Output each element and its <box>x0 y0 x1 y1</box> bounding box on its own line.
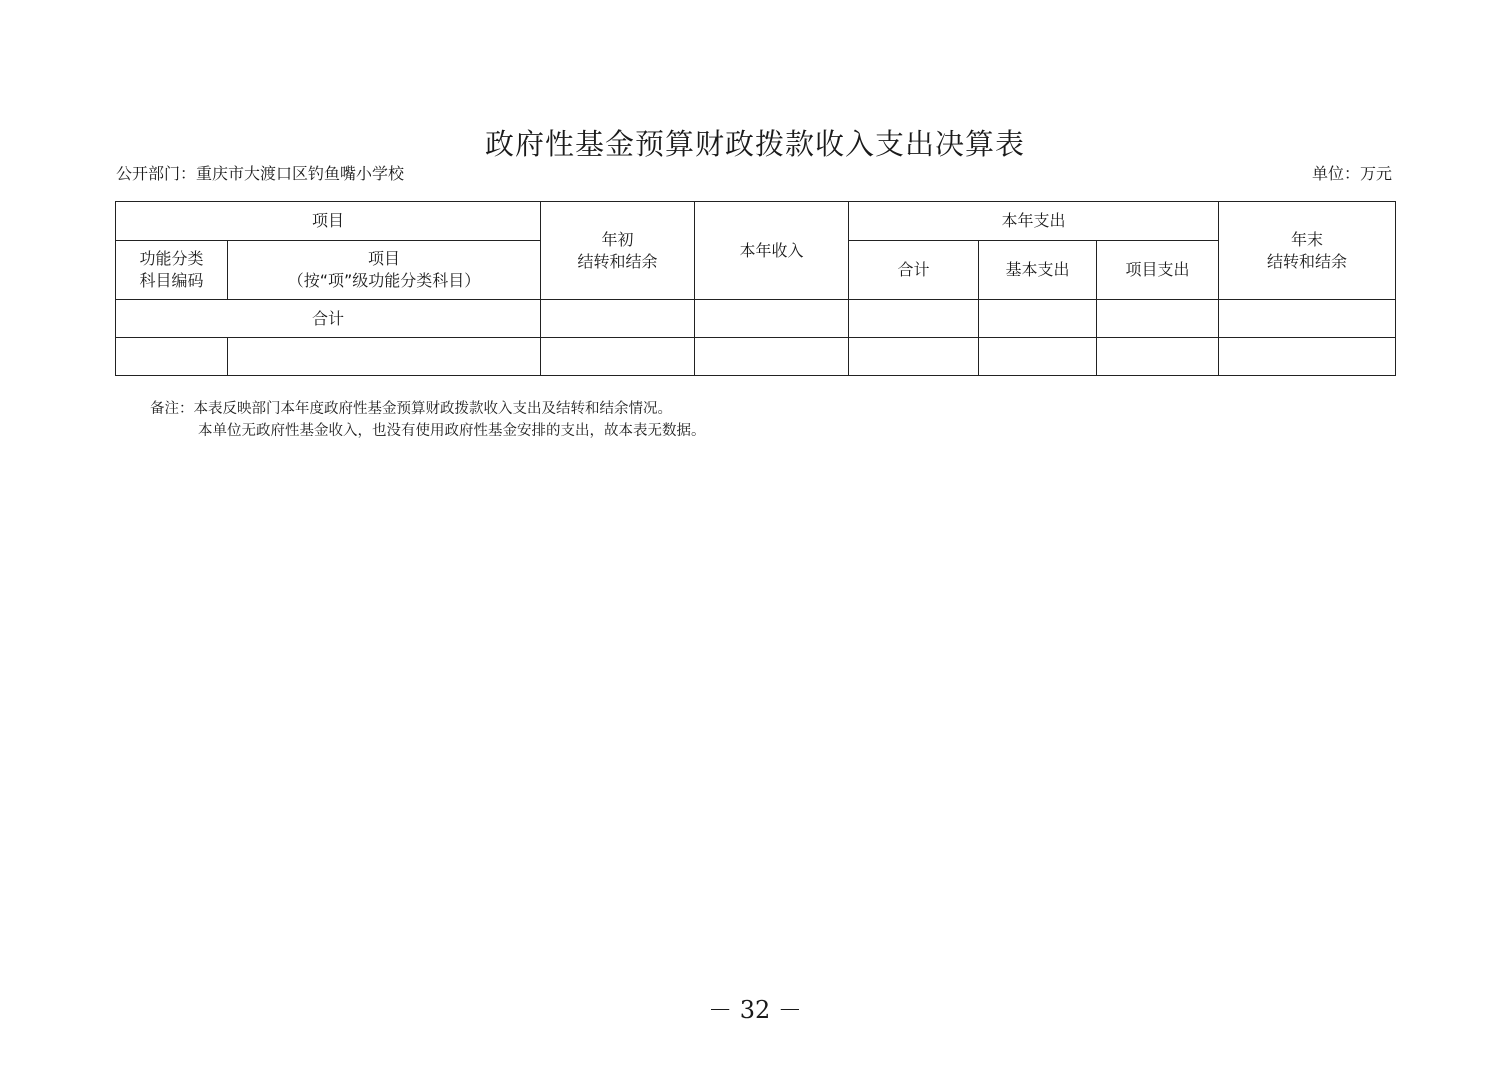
header-exp-total: 合计 <box>849 241 979 300</box>
total-exp-basic <box>979 300 1097 338</box>
row-func-code <box>116 338 228 376</box>
header-item-name <box>228 241 541 300</box>
header-closing-line2: 结转和结余 <box>1267 251 1348 271</box>
row-income <box>695 338 849 376</box>
row-exp-project <box>1097 338 1219 376</box>
total-row-label: 合计 <box>116 300 541 338</box>
page-number: － 32 － <box>708 996 802 1024</box>
header-func-code <box>116 241 228 300</box>
total-closing <box>1219 300 1396 338</box>
budget-table <box>115 201 1396 376</box>
header-exp-basic: 基本支出 <box>979 241 1097 300</box>
header-income: 本年收入 <box>695 202 849 300</box>
page-title: 政府性基金预算财政拨款收入支出决算表 <box>484 127 1025 161</box>
notes <box>150 398 706 442</box>
header-opening-line2: 结转和结余 <box>577 251 658 271</box>
header-opening-line1: 年初 <box>601 229 634 249</box>
header-expenditure-group: 本年支出 <box>849 202 1219 241</box>
header-closing-line1: 年末 <box>1291 229 1324 249</box>
total-exp-total <box>849 300 979 338</box>
department-label: 公开部门：重庆市大渡口区钓鱼嘴小学校 <box>116 164 405 183</box>
table-row <box>116 338 1396 376</box>
note-line-1: 备注：本表反映部门本年度政府性基金预算财政拨款收入支出及结转和结余情况。 <box>150 401 672 417</box>
total-income <box>695 300 849 338</box>
row-exp-basic <box>979 338 1097 376</box>
header-func-code-line2: 科目编码 <box>139 271 204 290</box>
unit-label: 单位：万元 <box>1311 164 1392 183</box>
total-opening <box>541 300 695 338</box>
row-opening <box>541 338 695 376</box>
header-exp-project: 项目支出 <box>1097 241 1219 300</box>
header-closing-balance <box>1219 202 1396 300</box>
note-line-2: 本单位无政府性基金收入，也没有使用政府性基金安排的支出，故本表无数据。 <box>198 423 706 439</box>
total-row <box>116 300 1396 338</box>
header-func-code-line1: 功能分类 <box>139 249 204 268</box>
row-item-name <box>228 338 541 376</box>
row-closing <box>1219 338 1396 376</box>
header-opening-balance <box>541 202 695 300</box>
header-item-name-line2: （按“项”级功能分类科目） <box>287 271 481 290</box>
row-exp-total <box>849 338 979 376</box>
total-exp-project <box>1097 300 1219 338</box>
header-item-group: 项目 <box>116 202 541 241</box>
header-row-1 <box>116 202 1396 241</box>
header-item-name-line1: 项目 <box>368 249 401 268</box>
